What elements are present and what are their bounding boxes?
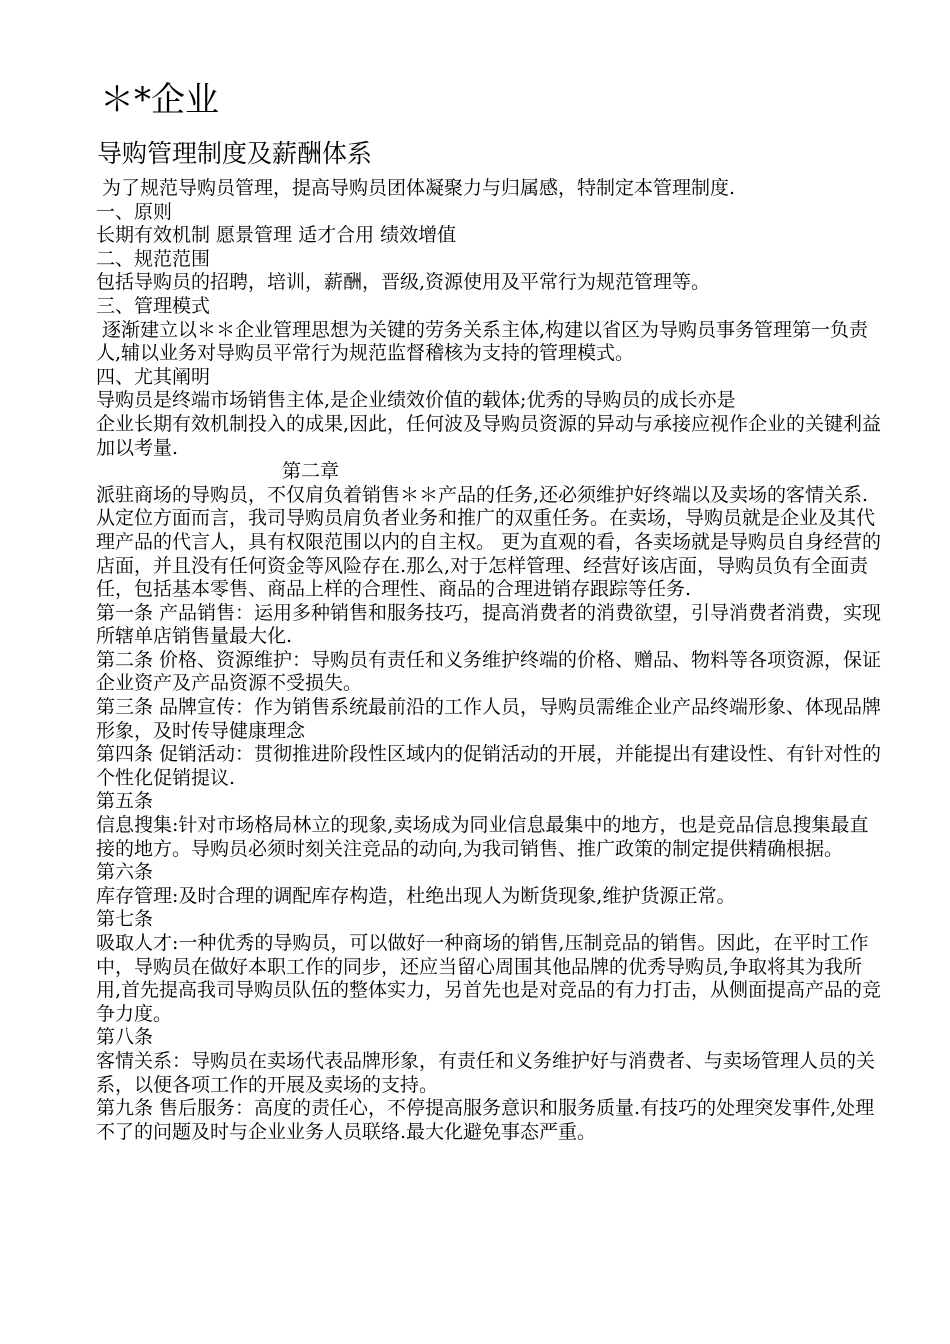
document-body xyxy=(96,177,886,1144)
article-7-heading: 第七条 xyxy=(96,908,154,931)
principles-text: 长期有效机制 愿景管理 适才合用 绩效增值 xyxy=(96,224,457,247)
section-heading-scope: 二、规范范围 xyxy=(96,247,211,270)
chapter-intro: 派驻商场的导购员，不仅肩负着销售＊＊产品的任务,还必须维护好终端以及卖场的客情关系. xyxy=(96,483,869,506)
notes-text-line1: 导购员是终端市场销售主体,是企业绩效价值的载体;优秀的导购员的成长亦是 xyxy=(96,389,736,412)
article-7-text: 吸取人才:一种优秀的导购员，可以做好一种商场的销售,压制竞品的销售。因此，在平时工作中，导购员在做好本职工作的同步，还应当留心周围其他品牌的优秀导购员,争取将其为我所用,首先提高我司导购员队伍的整体实力，另首先也是对竞品的有力打击，从侧面提高产品的竞争力度。 xyxy=(96,932,882,1025)
article-9: 第九条 售后服务：高度的责任心，不停提高服务意识和服务质量.有技巧的处理突发事件,处理不了的问题及时与企业业务人员联络.最大化避免事态严重。 xyxy=(96,1097,875,1143)
intro-paragraph: 为了规范导购员管理，提高导购员团体凝聚力与归属感，特制定本管理制度. xyxy=(102,177,736,199)
section-heading-notes: 四、尤其阐明 xyxy=(96,365,211,388)
article-3: 第三条 品牌宣传：作为销售系统最前沿的工作人员，导购员需维企业产品终端形象、体现品牌形象，及时传导健康理念 xyxy=(96,696,882,742)
mode-text: 逐渐建立以＊＊企业管理思想为关键的劳务关系主体,构建以省区为导购员事务管理第一负责人,辅以业务对导购员平常行为规范监督稽核为支持的管理模式。 xyxy=(96,318,869,365)
positioning-paragraph: 从定位方面而言，我司导购员肩负者业务和推广的双重任务。在卖场，导购员就是企业及其代理产品的代言人，具有权限范围以内的自主权。 更为直观的看，各卖场就是导购员自身经营的店面，并且没有任何资金等风险存在.那么,对于怎样管理、经营好该店面，导购员负有全面责任，包括基本零售、商品上样的合理性、商品的合理进销存跟踪等任务. xyxy=(96,507,882,601)
notes-text-line2: 企业长期有效机制投入的成果,因此，任何波及导购员资源的异动与承接应视作企业的关键利益加以考量. xyxy=(96,412,882,459)
section-heading-mode: 三、管理模式 xyxy=(96,294,211,317)
scope-text: 包括导购员的招聘，培训，薪酬，晋级,资源使用及平常行为规范管理等。 xyxy=(96,271,711,294)
article-5-text: 信息搜集:针对市场格局林立的现象,卖场成为同业信息最集中的地方，也是竞品信息搜集最直接的地方。导购员必须时刻关注竞品的动向,为我司销售、推广政策的制定提供精确根据。 xyxy=(96,814,869,860)
article-6-text: 库存管理:及时合理的调配库存构造，杜绝出现人为断货现象,维护货源正常。 xyxy=(96,884,736,907)
document-subtitle: 导购管理制度及薪酬体系 xyxy=(97,139,373,168)
document-title: ＊*企业 xyxy=(100,80,219,120)
article-2: 第二条 价格、资源维护：导购员有责任和义务维护终端的价格、赠品、物料等各项资源，保证企业资产及产品资源不受损失。 xyxy=(96,648,882,695)
article-8-heading: 第八条 xyxy=(96,1026,154,1049)
article-4: 第四条 促销活动：贯彻推进阶段性区域内的促销活动的开展，并能提出有建设性、有针对性的个性化促销提议. xyxy=(96,743,882,789)
article-8-text: 客情关系：导购员在卖场代表品牌形象，有责任和义务维护好与消费者、与卖场管理人员的关系，以便各项工作的开展及卖场的支持。 xyxy=(96,1049,876,1096)
chapter-heading: 第二章 xyxy=(282,460,340,483)
article-5-heading: 第五条 xyxy=(96,790,154,813)
section-heading-principles: 一、原则 xyxy=(96,200,173,223)
article-1: 第一条 产品销售：运用多种销售和服务技巧，提高消费者的消费欲望，引导消费者消费，实现所辖单店销售量最大化. xyxy=(96,601,882,648)
article-6-heading: 第六条 xyxy=(96,861,154,884)
